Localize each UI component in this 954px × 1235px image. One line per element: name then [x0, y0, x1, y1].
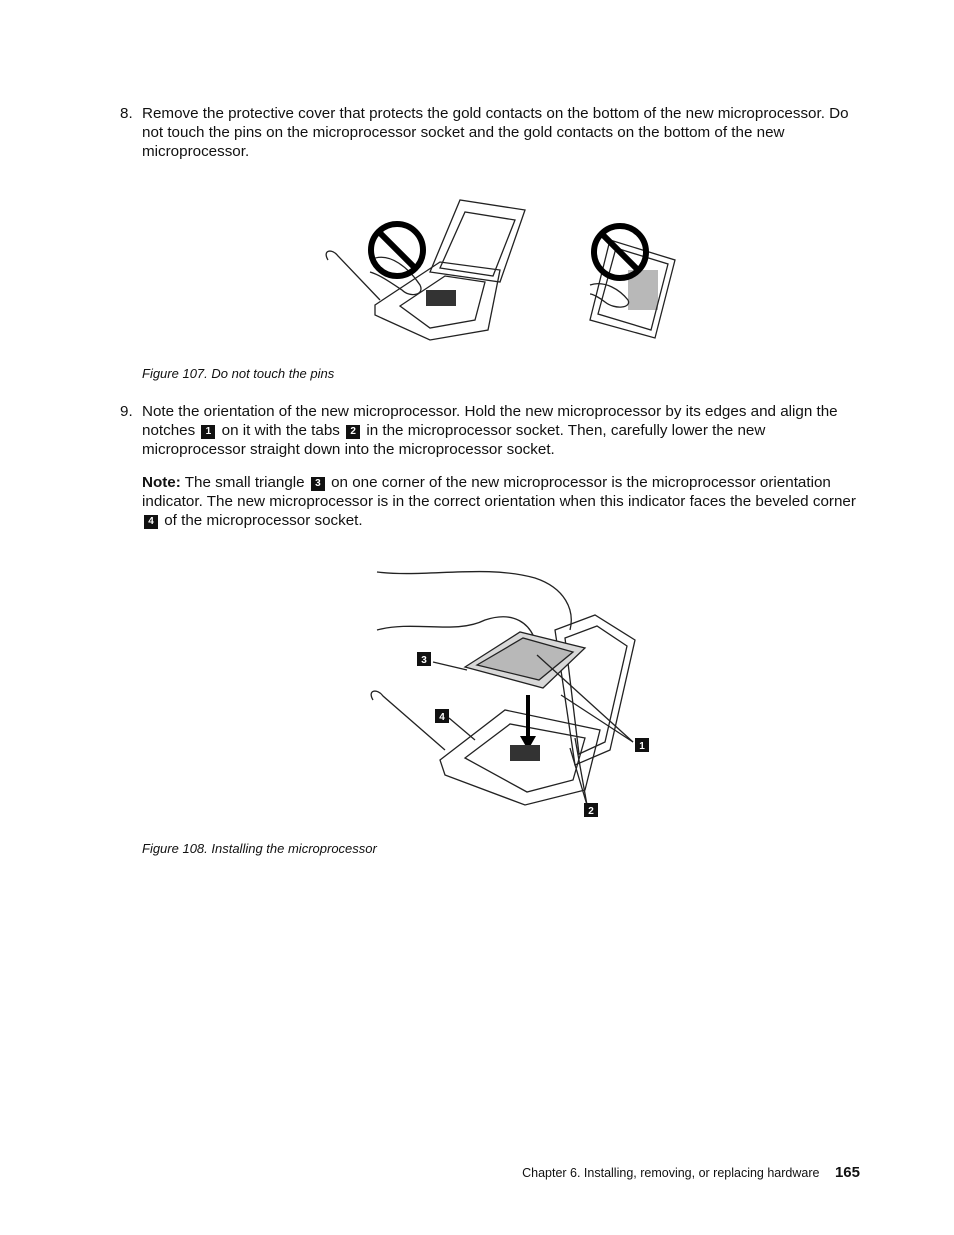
step-text-part: Note the orientation of the new microprocessor. Hold the new microprocessor by its edges and align the notches — [142, 403, 838, 439]
step-8 — [120, 104, 860, 161]
note-text-part: The small triangle — [184, 474, 305, 491]
figure-107-caption: Figure 107. Do not touch the pins — [142, 366, 335, 381]
page-footer — [522, 1164, 860, 1181]
note-text-part: of the microprocessor socket. — [164, 512, 363, 529]
callout-badge — [584, 803, 598, 817]
callout-badge — [435, 709, 449, 723]
callout-badge — [635, 738, 649, 752]
step-text: Remove the protective cover that protects the gold contacts on the bottom of the new microprocessor. Do not touch the pins on the microprocessor socket and the gold contacts on the bottom of the new microprocessor. — [142, 105, 849, 160]
step-number: 9. — [120, 403, 133, 420]
step-text — [142, 402, 860, 459]
figure-108-caption: Figure 108. Installing the microprocessor — [142, 841, 377, 856]
step-number: 8. — [120, 105, 133, 122]
step-text-part: on it with the tabs — [221, 422, 340, 439]
figure-108-illustration — [365, 560, 665, 820]
note-text-part: on one corner of the new microprocessor is the microprocessor orientation indicator. The new microprocessor is in the correct orientation when this indicator faces the beveled corner — [142, 474, 856, 510]
callout-badge: 3 — [311, 477, 325, 491]
callout-text: 4 — [439, 712, 445, 723]
callout-badge: 1 — [201, 425, 215, 439]
chapter-title: Chapter 6. Installing, removing, or replacing hardware — [522, 1166, 820, 1180]
do-not-touch-illustration — [310, 190, 700, 350]
callout-text: 3 — [421, 655, 427, 666]
callout-badge: 4 — [144, 515, 158, 529]
install-processor-illustration — [365, 560, 665, 820]
prohibited-icon — [594, 226, 646, 278]
page-number: 165 — [834, 1164, 860, 1181]
callout-badge — [417, 652, 431, 666]
figure-107-illustration — [310, 190, 700, 350]
callout-text: 2 — [588, 806, 594, 817]
note-label: Note: — [142, 474, 181, 491]
callout-text: 1 — [639, 741, 645, 752]
step-9 — [120, 402, 860, 459]
prohibited-icon — [371, 224, 423, 276]
step-text-part: in the microprocessor socket. Then, carefully lower the new microprocessor straight down into the microprocessor socket. — [142, 422, 766, 458]
callout-badge: 2 — [346, 425, 360, 439]
note-paragraph — [142, 473, 860, 530]
